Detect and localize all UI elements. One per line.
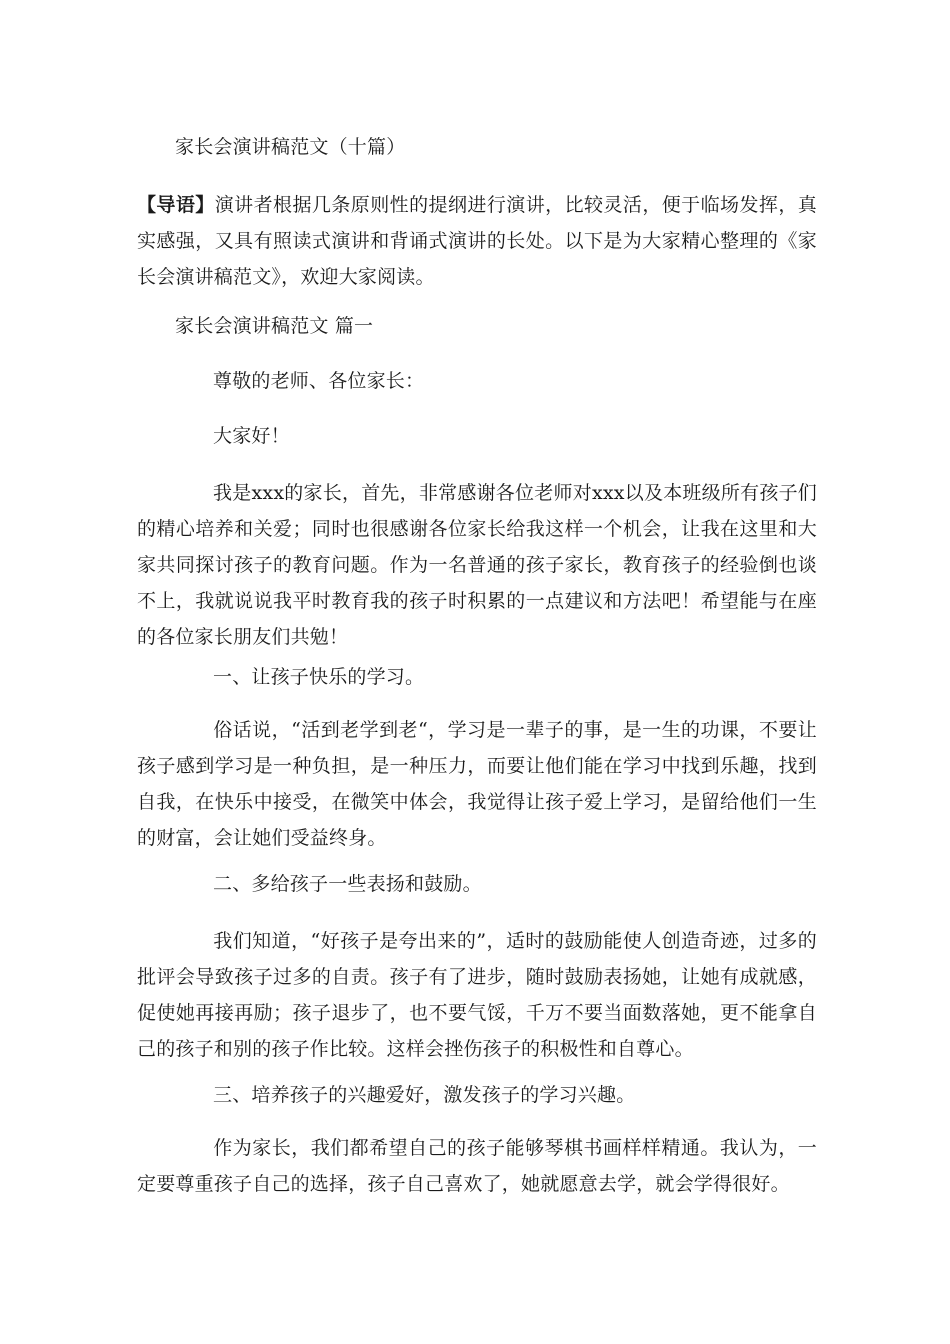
body-paragraph: 俗话说，“活到老学到老“，学习是一辈子的事，是一生的功课，不要让孩子感到学习是一种负担，是一种压力，而要让他们能在学习中找到乐趣，找到自我，在快乐中接受，在微笑中体会，我觉得让孩子爱上学习，是留给他们一生的财富，会让她们受益终身。 (137, 719, 817, 849)
greeting: 大家好！ (213, 425, 290, 447)
body-paragraph: 作为家长，我们都希望自己的孩子能够琴棋书画样样精通。我认为，一定要尊重孩子自己的选择，孩子自己喜欢了，她就愿意去学，就会学得很好。 (137, 1137, 817, 1195)
heading-1: 一、让孩子快乐的学习。 (213, 666, 425, 688)
body-paragraph: 我们知道，“好孩子是夸出来的”，适时的鼓励能使人创造奇迹，过多的批评会导致孩子过多的自责。孩子有了进步，随时鼓励表扬她，让她有成就感，促使她再接再励；孩子退步了，也不要气馁，千万不要当面数落她，更不能拿自己的孩子和别的孩子作比较。这样会挫伤孩子的积极性和自尊心。 (137, 930, 817, 1060)
heading-2: 二、多给孩子一些表扬和鼓励。 (213, 873, 482, 895)
salutation: 尊敬的老师、各位家长： (213, 370, 425, 392)
document-title: 家长会演讲稿范文（十篇） (175, 136, 406, 158)
section-title: 家长会演讲稿范文 篇一 (175, 315, 374, 337)
intro-label: 【导语】 (137, 194, 215, 216)
heading-3: 三、培养孩子的兴趣爱好，激发孩子的学习兴趣。 (213, 1084, 636, 1106)
intro-text: 演讲者根据几条原则性的提纲进行演讲，比较灵活，便于临场发挥，真实感强，又具有照读式演讲和背诵式演讲的长处。以下是为大家精心整理的《家长会演讲稿范文》，欢迎大家阅读。 (137, 194, 817, 288)
body-paragraph: 我是xxx的家长，首先，非常感谢各位老师对xxx以及本班级所有孩子们的精心培养和关爱；同时也很感谢各位家长给我这样一个机会，让我在这里和大家共同探讨孩子的教育问题。作为一名普通的孩子家长，教育孩子的经验倒也谈不上，我就说说我平时教育我的孩子时积累的一点建议和方法吧！希望能与在座的各位家长朋友们共勉！ (137, 482, 817, 648)
intro-paragraph (137, 187, 817, 295)
